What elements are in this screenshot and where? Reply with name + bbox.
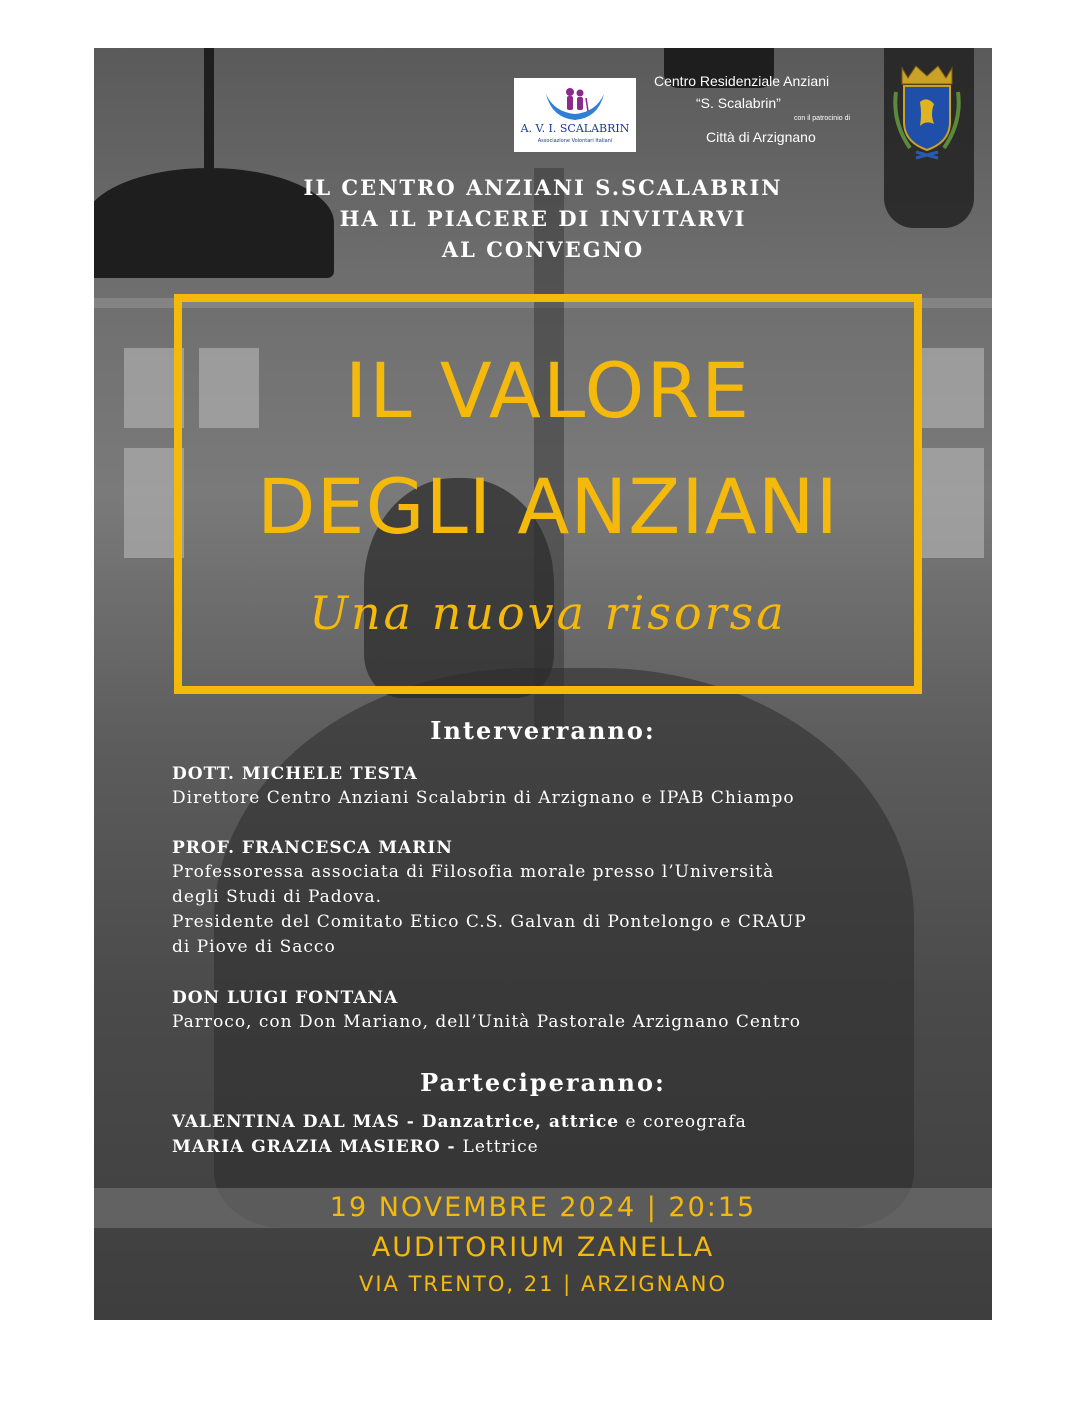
participant-line (172, 1112, 747, 1132)
speaker-role-line: Direttore Centro Anziani Scalabrin di Arzignano e IPAB Chiampo (172, 788, 795, 808)
speaker-role (172, 860, 932, 960)
patronage-note: con il patrocinio di (794, 115, 851, 122)
speakers-heading: Interverranno: (430, 716, 656, 745)
speaker-role-line: di Piove di Sacco (172, 937, 336, 957)
poster (94, 48, 992, 1320)
event-datetime: 19 NOVEMBRE 2024 | 20:15 (329, 1192, 757, 1223)
event-address: VIA TRENTO, 21 | ARZIGNANO (359, 1272, 727, 1296)
title-line1: IL VALORE (344, 346, 752, 435)
org-name-line2: “S. Scalabrin” (696, 95, 781, 111)
speaker-role-line: Parroco, con Don Mariano, dell’Unità Pastorale Arzignano Centro (172, 1012, 802, 1032)
participant-separator: - (440, 1137, 463, 1157)
speaker-name: PROF. FRANCESCA MARIN (172, 838, 453, 858)
invitation-line1: IL CENTRO ANZIANI S.SCALABRIN (303, 175, 783, 200)
invitation-line3: AL CONVEGNO (441, 237, 645, 262)
window-pane (914, 348, 984, 428)
city-crest-icon (890, 62, 964, 162)
participant-line (172, 1137, 539, 1157)
participants-heading: Parteciperanno: (420, 1068, 666, 1097)
lamp-left-cord (204, 48, 214, 173)
event-venue: AUDITORIUM ZANELLA (371, 1232, 715, 1263)
speaker-name: DOTT. MICHELE TESTA (172, 764, 418, 784)
speaker-role-line: degli Studi di Padova. (172, 887, 383, 907)
avi-logo-subtitle: Associazione Volontari Italiani (537, 138, 613, 144)
participant-role: e coreografa (619, 1112, 747, 1132)
avi-logo-name: A. V. I. SCALABRIN (520, 122, 630, 135)
participant-role: Lettrice (462, 1137, 539, 1157)
avi-scalabrin-logo (514, 78, 636, 152)
title-frame (174, 294, 922, 694)
subtitle: Una nuova risorsa (309, 586, 787, 640)
speaker-role-line: Presidente del Comitato Etico C.S. Galvan di Pontelongo e CRAUP (172, 912, 807, 932)
title-line2: DEGLI ANZIANI (257, 462, 839, 551)
speaker-role-line: Professoressa associata di Filosofia morale presso l’Università (172, 862, 775, 882)
org-name-line1: Centro Residenziale Anziani (654, 73, 830, 89)
invitation-text (94, 172, 992, 265)
invitation-line2: HA IL PIACERE DI INVITARVI (339, 206, 747, 231)
speaker-role (172, 786, 932, 811)
participant-name: MARIA GRAZIA MASIERO (172, 1137, 441, 1157)
city-name: Città di Arzignano (706, 129, 816, 145)
speaker-name: DON LUIGI FONTANA (172, 988, 399, 1008)
caring-hands-icon (542, 84, 608, 124)
participant-role-bold: Danzatrice, attrice (421, 1112, 620, 1132)
speaker-role (172, 1010, 932, 1035)
participant-separator: - (399, 1112, 422, 1132)
participant-name: VALENTINA DAL MAS (172, 1112, 400, 1132)
window-pane (914, 448, 984, 558)
